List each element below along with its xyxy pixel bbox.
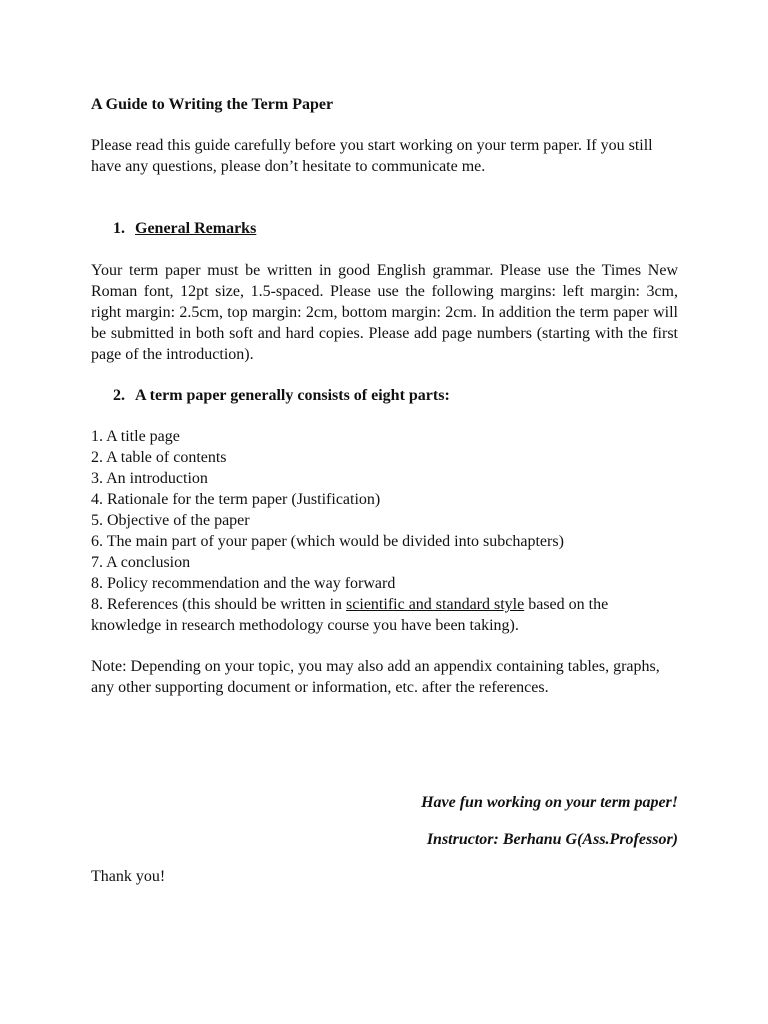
general-remarks-paragraph: Your term paper must be written in good English grammar. Please use the Times New Roman font, 12pt size, 1.5-spaced. Please use the following margins: left margin: 3cm, right margin: 2.5cm, top margin: 2cm, bottom margin: 2cm. In addition the term paper will be submitted in both soft and hard copies. Please add page numbers (starting with the first page of the introduction). [91,262,678,363]
list-item: 7. A conclusion [91,554,191,571]
section-number: 1. [113,220,125,237]
section-heading-eight-parts [113,385,700,406]
list-item: 4. Rationale for the term paper (Justification) [91,491,381,508]
closing-line: Have fun working on your term paper! [421,794,678,811]
intro-paragraph: Please read this guide carefully before you start working on your term paper. If you still have any questions, please don’t hesitate to communicate me. [91,137,653,175]
section-number: 2. [113,387,125,404]
references-underlined-text: scientific and standard style [346,596,525,613]
list-item-references [91,594,678,636]
section-title: General Remarks [135,220,257,237]
instructor-signature: Instructor: Berhanu G(Ass.Professor) [426,831,678,848]
references-text-before: 8. References (this should be written in [91,596,347,613]
section-heading-general-remarks [113,218,700,239]
references-text-after: based on the knowledge in research methodology course you have been taking). [91,596,609,634]
document-title: A Guide to Writing the Term Paper [91,96,334,113]
thanks-line: Thank you! [91,868,166,885]
list-item: 3. An introduction [91,470,208,487]
note-paragraph: Note: Depending on your topic, you may also add an appendix containing tables, graphs, any other supporting document or information, etc. after the references. [91,658,660,696]
section-title: A term paper generally consists of eight parts: [135,387,450,404]
list-item: 8. Policy recommendation and the way forward [91,575,396,592]
list-item: 5. Objective of the paper [91,512,250,529]
list-item: 2. A table of contents [91,449,227,466]
parts-list [91,426,678,636]
list-item: 6. The main part of your paper (which would be divided into subchapters) [91,533,564,550]
list-item: 1. A title page [91,428,180,445]
